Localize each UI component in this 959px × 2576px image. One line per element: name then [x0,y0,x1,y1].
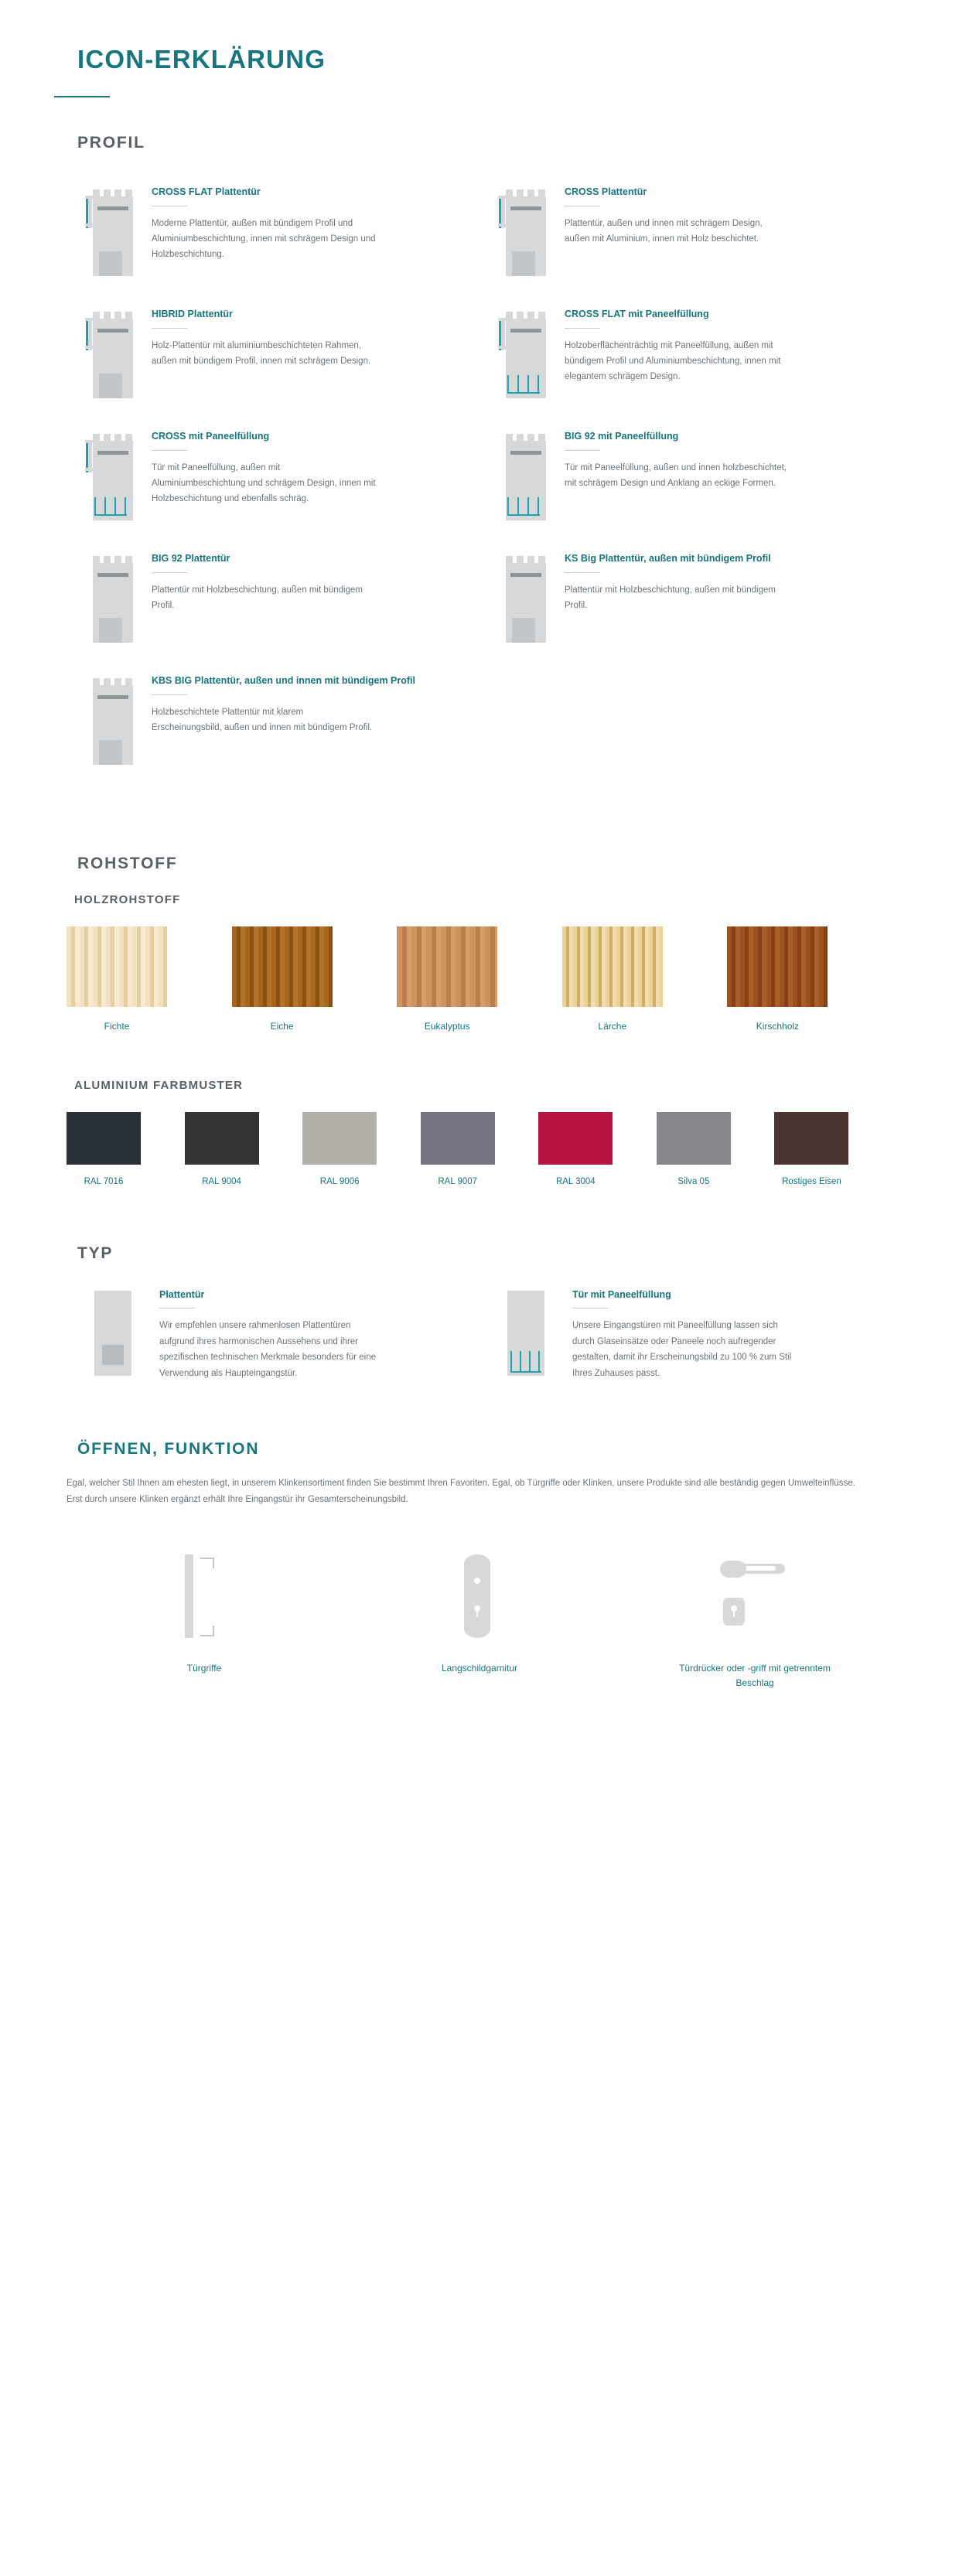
page-title: ICON-ERKLÄRUNG [77,45,326,73]
wood-swatch-label: Eiche [270,1020,294,1032]
handle-item [67,1554,342,1691]
wood-swatch-eukalyptus [397,926,497,1007]
door-cross-flat-icon [85,189,133,276]
door-panel-filled-icon [507,1291,544,1376]
alu-swatch-label: Silva 05 [677,1176,710,1186]
lever-handle-separate-plate-icon [720,1554,790,1639]
handle-label: Türgriffe [186,1663,222,1674]
door-big92-panel-icon [498,434,546,520]
alu-swatch-item [538,1112,657,1186]
profil-item-title: CROSS FLAT mit Paneelfüllung [565,309,709,320]
alu-swatch-ral7016 [67,1112,141,1165]
wood-swatch-item [232,926,398,1032]
oeffnen-intro-text: Egal, welcher Stil Ihnen am ehesten liegt, in unserem Klinkensortiment finden Sie bestimmt Ihren Favoriten. Egal, ob Türgriffe oder Klinken, unsere Produkte sind alle beständig gegen Umwelteinflüsse. Erst durch unsere Klinken ergänzt erhält Ihre Eingangstür ihr Gesamterscheinungsbild. [67,1478,855,1504]
alu-swatch-silva05 [657,1112,731,1165]
profil-item [67,429,480,551]
section-title-profil: PROFIL [77,134,145,152]
door-flat-plain-icon [94,1291,131,1376]
wood-swatch-label: Eukalyptus [424,1020,470,1032]
profil-row [67,185,892,307]
subsection-title-aluminium: ALUMINIUM FARBMUSTER [74,1078,244,1092]
item-divider [152,328,187,329]
profil-item-desc: Holz-Plattentür mit aluminiumbeschichteten Rahmen, außen mit bündigem Profil, innen mit schrägem Design. [152,340,371,367]
door-hibrid-icon [85,312,133,398]
wood-swatch-label: Lärche [598,1020,627,1032]
typ-item-title: Plattentür [159,1289,205,1301]
profil-item [480,307,892,429]
icon-col [480,185,565,276]
wood-swatch-laerche [562,926,663,1007]
profil-item [67,307,480,429]
text-col [152,185,480,276]
profil-item-title: CROSS mit Paneelfüllung [152,431,270,442]
door-big92-icon [85,556,133,643]
item-divider [152,572,187,573]
alu-swatch-ral9004 [185,1112,259,1165]
profil-item-title: BIG 92 Plattentür [152,553,230,565]
handle-row [0,1554,959,1691]
profil-row [67,307,892,429]
alu-swatch-rostiges-eisen [774,1112,848,1165]
text-col [152,674,480,765]
alu-swatch-item [421,1112,539,1186]
handle-art [342,1554,617,1647]
profil-item [67,674,480,796]
door-ks-big-icon [498,556,546,643]
item-divider [565,328,600,329]
door-pull-handle-icon [177,1554,231,1639]
text-col [565,551,892,643]
door-cross-icon [498,189,546,276]
text-col [565,307,892,398]
section-title-rohstoff: ROHSTOFF [77,854,178,872]
text-col [159,1288,480,1381]
text-col [565,185,892,276]
alu-swatch-label: RAL 9004 [202,1176,241,1186]
alu-swatch-item [185,1112,303,1186]
door-cross-panel-icon [85,434,133,520]
rohstoff-block [0,893,959,1186]
profil-item-desc: Plattentür mit Holzbeschichtung, außen mit bündigem Profil. [152,585,363,611]
profil-item [480,429,892,551]
profil-item-title: KBS BIG Plattentür, außen und innen mit bündigem Profil [152,675,415,687]
door-cross-flat-panel-icon [498,312,546,398]
wood-swatch-fichte [67,926,167,1007]
typ-item-title: Tür mit Paneelfüllung [572,1289,671,1301]
alu-swatch-item [67,1112,185,1186]
alu-swatch-label: RAL 7016 [84,1176,124,1186]
text-col [152,429,480,520]
icon-col [480,1288,572,1381]
wood-swatch-row [0,926,959,1032]
profil-row [67,674,892,796]
handle-label: Langschildgarnitur [441,1663,518,1674]
alu-swatch-label: RAL 3004 [555,1176,596,1186]
profil-item-title: CROSS Plattentür [565,186,647,198]
handle-art [67,1554,342,1647]
wood-swatch-label: Fichte [104,1020,130,1032]
subsection-title-holzrohstoff: HOLZROHSTOFF [74,892,181,906]
typ-item [480,1288,892,1381]
alu-swatch-label: RAL 9006 [319,1176,360,1186]
text-col [565,429,892,520]
profil-item-desc: Holzoberflächenträchtig mit Paneelfüllung, außen mit bündigem Profil und Aluminiumbeschichtung, innen mit elegantem schrägem Design. [565,340,781,382]
handle-label: Türdrücker oder -griff mit getrenntem Beschlag [679,1663,831,1689]
wood-swatch-item [67,926,232,1032]
handle-art [617,1554,892,1647]
profil-item-desc: Plattentür mit Holzbeschichtung, außen mit bündigem Profil. [565,585,776,611]
door-kbs-big-icon [85,678,133,765]
item-divider [152,450,187,451]
typ-item-desc: Wir empfehlen unsere rahmenlosen Plattentüren aufgrund ihres harmonischen Aussehens und ihrer spezifischen technischen Merkmale besonders für eine Verwendung als Haupteingangstür. [159,1321,376,1378]
icon-explanation-page [0,45,959,1738]
item-divider [152,694,187,695]
typ-item-desc: Unsere Eingangstüren mit Paneelfüllung lassen sich durch Glaseinsätze oder Paneele noch aufregender gestalten, damit ihr Erscheinungsbild zu 100 % zum Stil Ihres Zuhauses passt. [572,1321,792,1378]
profil-item-desc: Tür mit Paneelfüllung, außen mit Aluminiumbeschichtung und schrägem Design, innen mit Holzbeschichtung und ebenfalls schräg. [152,462,376,504]
typ-row [0,1288,959,1381]
long-plate-fitting-icon [464,1554,495,1639]
text-col [152,307,480,398]
item-divider [565,572,600,573]
icon-col [480,307,565,398]
icon-col [480,551,565,643]
profil-item [67,185,480,307]
icon-col [67,551,152,643]
handle-item [342,1554,617,1691]
wood-swatch-item [397,926,562,1032]
alu-swatch-ral9007 [421,1112,495,1165]
profil-item-title: HIBRID Plattentür [152,309,233,320]
typ-item [67,1288,480,1381]
alu-swatch-ral3004 [538,1112,613,1165]
profil-grid [0,185,959,796]
alu-swatch-label: RAL 9007 [438,1176,478,1186]
wood-swatch-eiche [232,926,333,1007]
icon-col [67,674,152,765]
alu-swatch-label: Rostiges Eisen [782,1176,841,1186]
alu-swatch-item [657,1112,775,1186]
icon-col [480,429,565,520]
aluminium-swatch-row [0,1112,959,1186]
icon-col [67,429,152,520]
item-divider [565,450,600,451]
wood-swatch-item [562,926,728,1032]
profil-item-desc: Plattentür, außen und innen mit schrägem Design, außen mit Aluminium, innen mit Holz beschichtet. [565,218,763,244]
profil-item [480,185,892,307]
icon-col [67,185,152,276]
icon-col [67,307,152,398]
profil-item-desc: Holzbeschichtete Plattentür mit klarem Erscheinungsbild, außen und innen mit bündigem Profil. [152,707,373,733]
wood-swatch-item [727,926,892,1032]
alu-swatch-item [302,1112,421,1186]
wood-swatch-label: Kirschholz [756,1020,800,1032]
text-col [572,1288,892,1381]
section-title-typ: TYP [77,1244,114,1263]
alu-swatch-item [774,1112,892,1186]
profil-item [67,551,480,674]
text-col [152,551,480,643]
profil-row [67,429,892,551]
profil-item-title: BIG 92 mit Paneelfüllung [565,431,679,442]
icon-col [67,1288,159,1381]
wood-swatch-kirschholz [727,926,828,1007]
profil-item [480,551,892,674]
profil-row [67,551,892,674]
section-title-oeffnen: ÖFFNEN, FUNKTION [77,1439,260,1458]
handle-item [617,1554,892,1691]
alu-swatch-ral9006 [302,1112,377,1165]
profil-item-desc: Tür mit Paneelfüllung, außen und innen holzbeschichtet, mit schrägem Design und Anklang an eckige Formen. [565,462,787,489]
profil-item-title: CROSS FLAT Plattentür [152,186,261,198]
profil-item-desc: Moderne Plattentür, außen mit bündigem Profil und Aluminiumbeschichtung, innen mit schrägem Design und Holzbeschichtung. [152,218,376,260]
profil-item-title: KS Big Plattentür, außen mit bündigem Profil [565,553,771,565]
